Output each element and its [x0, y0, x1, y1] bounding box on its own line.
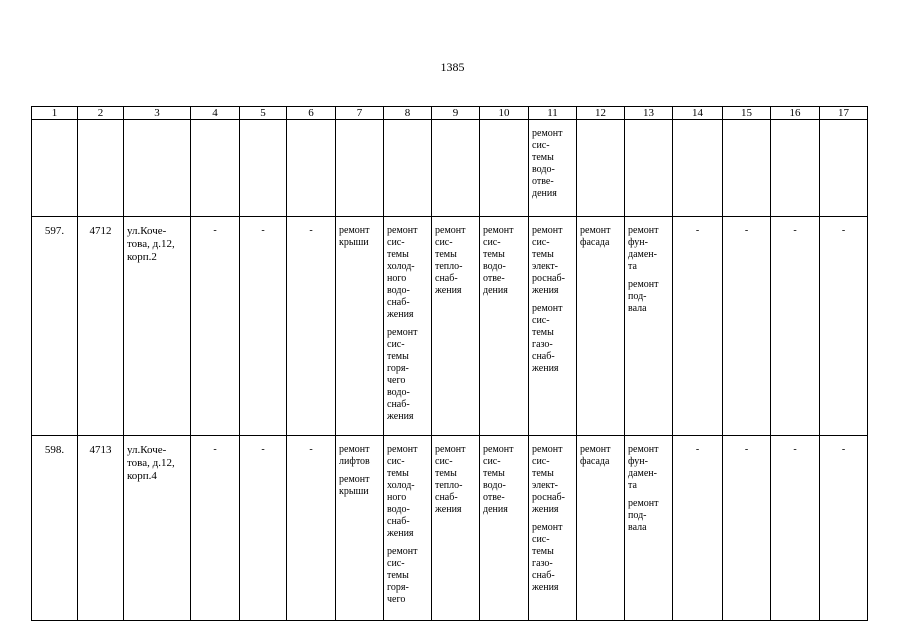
table-cell — [723, 120, 771, 217]
table-cell — [124, 120, 191, 217]
table-cell: - — [820, 217, 868, 436]
work-item: ремонт фун- дамен- та — [628, 225, 659, 272]
column-header: 13 — [625, 107, 673, 120]
table-cell — [384, 120, 432, 217]
table-cell — [673, 120, 723, 217]
table-cell: - — [771, 217, 820, 436]
table-row — [32, 217, 868, 436]
table-cell — [625, 120, 673, 217]
column-header: 8 — [384, 107, 432, 120]
work-item: ремонт сис- темы элект- роснаб- жения — [532, 444, 565, 515]
table-cell: - — [771, 436, 820, 621]
table-cell: - — [191, 217, 240, 436]
work-item: ремонт сис- темы тепло- снаб- жения — [435, 444, 466, 515]
column-header: 3 — [124, 107, 191, 120]
table-cell — [287, 120, 336, 217]
work-item: ремонт фасада — [580, 444, 611, 467]
works-table — [31, 106, 868, 621]
table-cell: - — [820, 436, 868, 621]
table-cell — [625, 217, 673, 436]
row-code: 4712 — [78, 217, 124, 436]
work-item: ремонт сис- темы холод- ного водо- снаб- жения — [387, 225, 418, 320]
table-cell — [191, 120, 240, 217]
table-cell — [432, 120, 480, 217]
column-header: 2 — [78, 107, 124, 120]
column-header: 4 — [191, 107, 240, 120]
table-cell — [625, 436, 673, 621]
column-header: 5 — [240, 107, 287, 120]
table-cell — [384, 436, 432, 621]
table-cell: - — [240, 436, 287, 621]
work-item: ремонт сис- темы горя- чего водо- снаб- жения — [387, 327, 418, 422]
column-header: 16 — [771, 107, 820, 120]
table-row — [32, 436, 868, 621]
address: ул.Коче- това, д.12, корп.4 — [127, 444, 175, 482]
table-cell — [529, 217, 577, 436]
work-item: ремонт сис- темы тепло- снаб- жения — [435, 225, 466, 296]
table-cell — [529, 436, 577, 621]
column-header: 15 — [723, 107, 771, 120]
table-cell: - — [723, 217, 771, 436]
column-header: 1 — [32, 107, 78, 120]
column-header: 7 — [336, 107, 384, 120]
column-header: 17 — [820, 107, 868, 120]
table-cell — [432, 217, 480, 436]
table-cell — [577, 120, 625, 217]
column-header: 6 — [287, 107, 336, 120]
row-number: 597. — [32, 217, 78, 436]
table-cell: - — [191, 436, 240, 621]
column-header: 10 — [480, 107, 529, 120]
column-header: 9 — [432, 107, 480, 120]
table-cell — [480, 120, 529, 217]
work-item: ремонт сис- темы газо- снаб- жения — [532, 522, 563, 593]
table-cell — [577, 436, 625, 621]
table-cell — [577, 217, 625, 436]
table-cell: - — [673, 217, 723, 436]
table-cell — [336, 436, 384, 621]
table-cell — [480, 436, 529, 621]
table-cell: - — [240, 217, 287, 436]
address-cell — [124, 217, 191, 436]
work-item: ремонт сис- темы горя- чего — [387, 546, 418, 605]
work-item: ремонт фасада — [580, 225, 611, 248]
address-cell — [124, 436, 191, 621]
work-item: ремонт под- вала — [628, 498, 659, 533]
page-number: 1385 — [440, 60, 465, 74]
work-item: ремонт сис- темы холод- ного водо- снаб- жения — [387, 444, 418, 539]
table-cell — [336, 120, 384, 217]
table-cell: - — [287, 436, 336, 621]
work-item: ремонт лифтов — [339, 444, 370, 467]
work-item: ремонт крыши — [339, 225, 370, 248]
work-item: ремонт фун- дамен- та — [628, 444, 659, 491]
table-cell: - — [723, 436, 771, 621]
table-cell — [78, 120, 124, 217]
column-header: 12 — [577, 107, 625, 120]
table-cell — [820, 120, 868, 217]
table-cell: - — [287, 217, 336, 436]
table-cell — [336, 217, 384, 436]
work-item: ремонт сис- темы газо- снаб- жения — [532, 303, 563, 374]
work-item: ремонт сис- темы водо- отве- дения — [483, 444, 514, 515]
header-row — [32, 107, 868, 120]
column-header: 14 — [673, 107, 723, 120]
table-cell — [384, 217, 432, 436]
table-cell — [32, 120, 78, 217]
work-item: ремонт сис- темы водо- отве- дения — [483, 225, 514, 296]
work-item: ремонт крыши — [339, 474, 370, 497]
table-cell: - — [673, 436, 723, 621]
table-cell — [529, 120, 577, 217]
table-cell — [771, 120, 820, 217]
table-cell — [432, 436, 480, 621]
work-item: ремонт под- вала — [628, 279, 659, 314]
address: ул.Коче- това, д.12, корп.2 — [127, 225, 175, 263]
row-code: 4713 — [78, 436, 124, 621]
row-number: 598. — [32, 436, 78, 621]
work-item: ремонт сис- темы водо- отве- дения — [532, 128, 563, 199]
continuation-row — [32, 120, 868, 217]
table-cell — [480, 217, 529, 436]
column-header: 11 — [529, 107, 577, 120]
work-item: ремонт сис- темы элект- роснаб- жения — [532, 225, 565, 296]
table-cell — [240, 120, 287, 217]
